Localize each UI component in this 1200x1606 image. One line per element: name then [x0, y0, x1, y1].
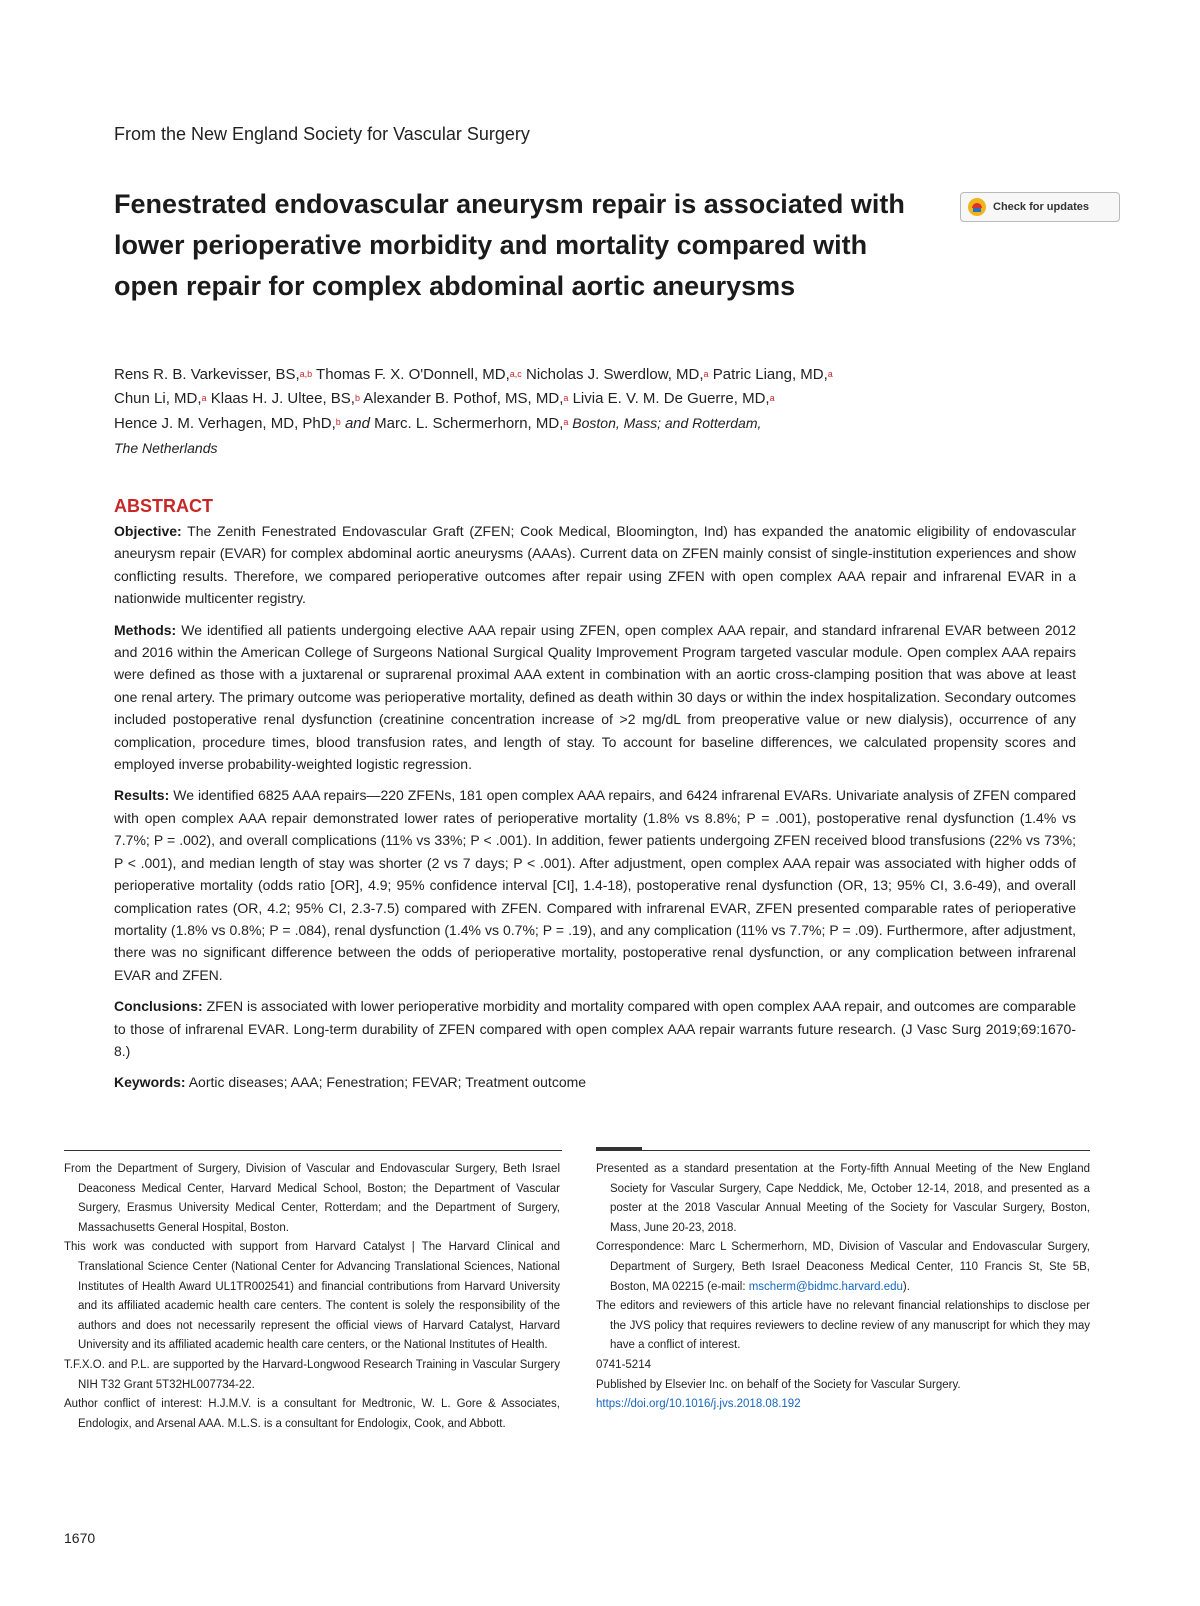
society-line: From the New England Society for Vascular Surgery: [114, 124, 530, 144]
conclusions-text: ZFEN is associated with lower perioperative morbidity and mortality compared with open complex AAA repair, and outcomes are comparable to those of infrarenal EVAR. Long-term durability of ZFEN compared with open complex AAA repair warrants future research. (J Vasc Surg 2019;69:1670-8.): [114, 998, 1076, 1059]
affiliation-mark: a: [201, 393, 207, 403]
affiliation-mark: a,c: [509, 369, 522, 379]
abstract-results: [114, 784, 1076, 986]
author-name: Livia E. V. M. De Guerre, MD,: [568, 390, 770, 407]
author-location: Boston, Mass; and Rotterdam,: [568, 415, 762, 431]
article-title: Fenestrated endovascular aneurysm repair is associated with lower perioperative morbidity and mortality compared with open repair for complex abdominal aortic aneurysms: [114, 189, 905, 301]
keywords-text: Aortic diseases; AAA; Fenestration; FEVAR; Treatment outcome: [185, 1074, 587, 1091]
author-name: Klaas H. J. Ultee, BS,: [206, 390, 355, 407]
correspondence-email-link[interactable]: mscherm@bidmc.harvard.edu: [748, 1280, 903, 1293]
affiliation-mark: a: [827, 369, 833, 379]
footnote-conflict: Author conflict of interest: H.J.M.V. is a consultant for Medtronic, W. L. Gore & Associates, Endologix, and Arsenal AAA. M.L.S. is a consultant for Endologix, Cook, and Abbott.: [64, 1398, 560, 1430]
check-updates-icon: [967, 197, 987, 217]
results-text: We identified 6825 AAA repairs—220 ZFENs, 181 open complex AAA repairs, and 6424 infrarenal EVARs. Univariate analysis of ZFEN compared with open complex AAA repair demonstrated lower rates of perioperative mortality (1.8% vs 8.8%; P = .001), postoperative renal dysfunction (1.4% vs 7.7%; P = .002), and overall complications (11% vs 33%; P < .001). In addition, fewer patients undergoing ZFEN received blood transfusions (22% vs 73%; P < .001), and median length of stay was shorter (2 vs 7 days; P < .001). After adjustment, open complex AAA repair was associated with higher odds of perioperative mortality (odds ratio [OR], 4.9; 95% confidence interval [CI], 1.4-18), postoperative renal dysfunction (OR, 13; 95% CI, 3.6-49), and overall complication rates (OR, 4.2; 95% CI, 2.3-7.5) compared with ZFEN. Compared with infrarenal EVAR, ZFEN presented comparable rates of perioperative mortality (1.8% vs 0.8%; P = .084), renal dysfunction (1.4% vs 0.7%; P = .19), and any complication (11% vs 7.7%; P = .09). Furthermore, after adjustment, there was no significant difference between the odds of perioperative mortality, postoperative renal dysfunction, or any complication between infrarenal EVAR and ZFEN.: [114, 787, 1076, 983]
author-name: Chun Li, MD,: [114, 390, 202, 407]
abstract-keywords: [114, 1071, 1076, 1093]
author-conjunction: and: [340, 415, 370, 432]
abstract-objective: [114, 520, 1076, 610]
author-line-2: [114, 387, 1074, 411]
results-label: Results:: [114, 787, 170, 804]
author-location-country: The Netherlands: [114, 440, 218, 456]
methods-label: Methods:: [114, 621, 177, 638]
footnote-presented: Presented as a standard presentation at the Forty-fifth Annual Meeting of the New England Society for Vascular Surgery, Cape Neddick, Me, October 12-14, 2018, and presented as a poster at the 2018 Vascular Annual Meeting of the Society for Vascular Surgery, Boston, Mass, June 20-23, 2018.: [596, 1163, 1090, 1234]
footnote-correspondence: [596, 1238, 1090, 1297]
affiliation-mark: a: [563, 417, 569, 427]
abstract-heading: ABSTRACT: [114, 496, 213, 516]
conclusions-label: Conclusions:: [114, 998, 203, 1015]
author-name: Alexander B. Pothof, MS, MD,: [359, 390, 564, 407]
footnote-divider-left: [64, 1150, 562, 1151]
footnote-funding: This work was conducted with support from Harvard Catalyst | The Harvard Clinical and Translational Science Center (National Center for Advancing Translational Sciences, National Institutes of Health Award UL1TR002541) and financial contributions from Harvard University and its affiliated academic health care centers. The content is solely the responsibility of the authors and does not necessarily represent the official views of Harvard Catalyst, Harvard University and its affiliated academic health care centers, or the National Institutes of Health.: [64, 1241, 560, 1352]
author-name: Nicholas J. Swerdlow, MD,: [521, 366, 704, 383]
check-for-updates-button[interactable]: [960, 192, 1120, 222]
footnote-publisher: Published by Elsevier Inc. on behalf of the Society for Vascular Surgery.: [596, 1378, 961, 1391]
footnote-accent-bar: [596, 1147, 642, 1150]
correspondence-end: ).: [902, 1280, 910, 1293]
abstract-methods: [114, 619, 1076, 776]
affiliation-mark: b: [354, 393, 360, 403]
author-name: Hence J. M. Verhagen, MD, PhD,: [114, 415, 336, 432]
author-line-1: [114, 363, 1074, 387]
author-name: Thomas F. X. O'Donnell, MD,: [312, 366, 510, 383]
footnotes-right: [596, 1160, 1090, 1415]
footnote-editors: The editors and reviewers of this article have no relevant financial relationships to disclose per the JVS policy that requires reviewers to decline review of any manuscript for which they may have a conflict of interest.: [596, 1300, 1090, 1352]
keywords-label: Keywords:: [114, 1074, 186, 1091]
author-name: Rens R. B. Varkevisser, BS,: [114, 366, 300, 383]
affiliation-mark: a: [703, 369, 709, 379]
footnote-divider-right: [596, 1150, 1090, 1151]
footnotes-left: [64, 1160, 560, 1434]
footnote-doi: [596, 1395, 1090, 1415]
affiliation-mark: b: [335, 417, 341, 427]
methods-text: We identified all patients undergoing elective AAA repair using ZFEN, open complex AAA repair, and standard infrarenal EVAR between 2012 and 2016 within the American College of Surgeons National Surgical Quality Improvement Program targeted vascular module. Open complex AAA repairs were defined as those with a juxtarenal or suprarenal proximal AAA extent in combination with an aortic cross-clamping position that was above at least one renal artery. The primary outcome was perioperative mortality, defined as death within 30 days or within the index hospitalization. Secondary outcomes included postoperative renal dysfunction (creatinine concentration increase of >2 mg/dL from preoperative value or new dialysis), occurrence of any complication, procedure times, blood transfusion rates, and length of stay. To account for baseline differences, we calculated propensity scores and employed inverse probability-weighted logistic regression.: [114, 621, 1076, 773]
abstract-body: [114, 520, 1076, 1103]
objective-label: Objective:: [114, 523, 182, 539]
abstract-conclusions: [114, 995, 1076, 1062]
footnote-affiliations: From the Department of Surgery, Division of Vascular and Endovascular Surgery, Beth Israel Deaconess Medical Center, Harvard Medical School, Boston; the Department of Vascular Surgery, Erasmus University Medical Center, Rotterdam; and the Department of Surgery, Massachusetts General Hospital, Boston.: [64, 1163, 560, 1234]
check-updates-label: Check for updates: [993, 201, 1089, 213]
doi-link[interactable]: https://doi.org/10.1016/j.jvs.2018.08.192: [596, 1398, 801, 1411]
correspondence-text: Correspondence: Marc L Schermerhorn, MD, Division of Vascular and Endovascular Surgery, Department of Surgery, Beth Israel Deaconess Medical Center, 110 Francis St, Ste 5B, Boston, MA 02215 (e-mail:: [596, 1241, 1090, 1293]
affiliation-mark: a,b: [299, 369, 313, 379]
author-name: Marc. L. Schermerhorn, MD,: [369, 415, 564, 432]
author-name: Patric Liang, MD,: [708, 366, 828, 383]
author-list: [114, 363, 1074, 460]
author-line-3: [114, 411, 1074, 436]
footnote-issn: 0741-5214: [596, 1358, 651, 1371]
affiliation-mark: a: [769, 393, 775, 403]
page-number: 1670: [64, 1530, 96, 1546]
affiliation-mark: a: [563, 393, 569, 403]
objective-text: The Zenith Fenestrated Endovascular Graft (ZFEN; Cook Medical, Bloomington, Ind) has expanded the anatomic eligibility of endovascular aneurysm repair (EVAR) for complex abdominal aortic aneurysms (AAAs). Current data on ZFEN mainly consist of single-institution experiences and show conflicting results. Therefore, we compared perioperative outcomes after repair using ZFEN with open complex AAA repair and infrarenal EVAR in a nationwide multicenter registry.: [114, 523, 1076, 607]
footnote-training-grant: T.F.X.O. and P.L. are supported by the Harvard-Longwood Research Training in Vascular Surgery NIH T32 Grant 5T32HL007734-22.: [64, 1358, 560, 1391]
